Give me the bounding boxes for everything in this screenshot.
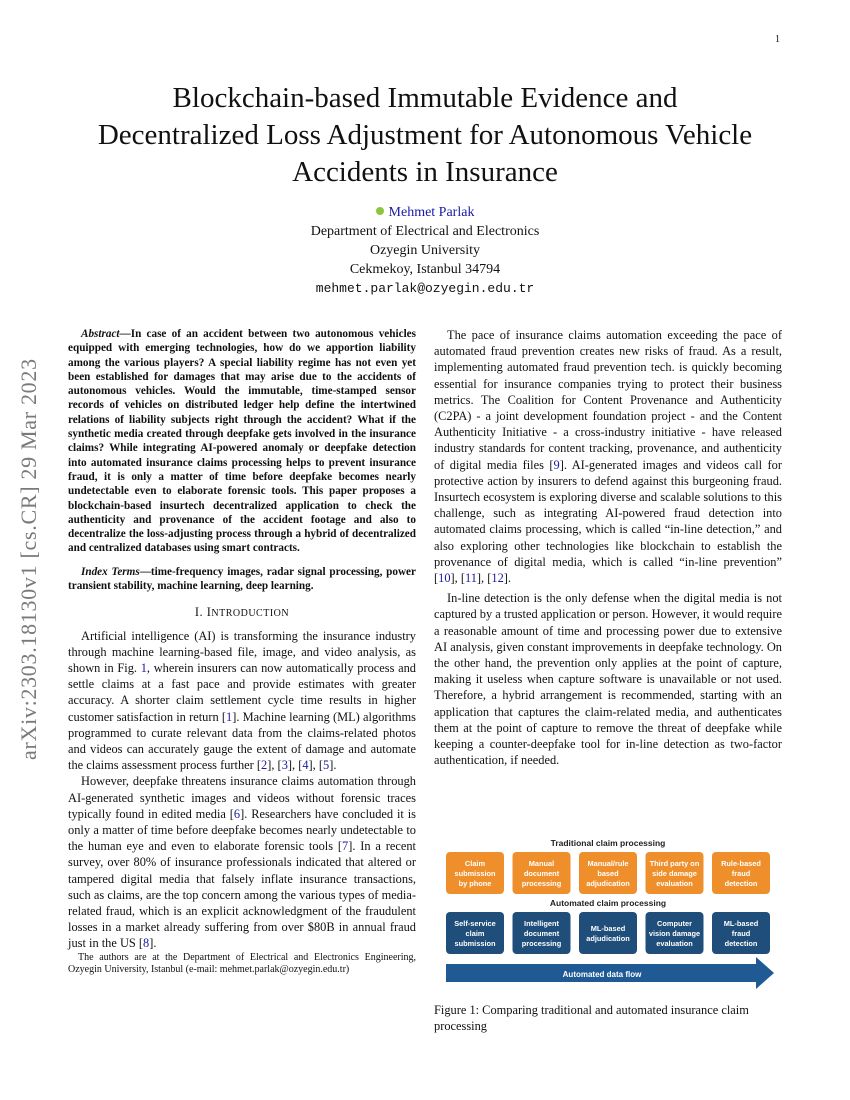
author-email: mehmet.parlak@ozyegin.edu.tr	[315, 281, 535, 296]
citation-link[interactable]: 2	[261, 758, 268, 773]
citation-link[interactable]: 6	[233, 806, 241, 821]
index-terms-text: time-frequency images, radar signal processing, power transient stability, machine learning, deep learning.	[68, 565, 416, 593]
intro-paragraph-3: The pace of insurance claims automation exceeding the pace of automated fraud prevention creates new risks of fraud. As a result, implementing automated fraud prevention tech. is quickly becoming essential for insurance companies trying to protect their business metrics. The Coalition for Content Provenance and Authenticity (C2PA) - a joint development foundation project - and the Content Authenticity Initiative - a cross-industry initiative - have released industry standards for content tracking, provenance, and authenticity of digital media files [9]. AI-generated images and videos call for protective action by insurers to defend against this burgeoning fraud. Insurtech ecosystem is exploring diverse and scalable solutions to this challenge, such as integrating AI-powered fraud detection into automated claims processing, which is called “in-line detection,” and also exploring other technologies like blockchain to establish the provenance of digital media, which is called “in-line prevention” [10], [11], [12].	[434, 328, 783, 586]
intro-paragraph-2: However, deepfake threatens insurance claims automation through AI-generated synthetic images and videos without forensic traces typically found in edited media [6]. Researchers have concluded it is only a matter of time before deepfake becomes nearly undetectable to the human eye and even to elaborate forensic tools [7]. In a recent survey, over 80% of insurance professionals indicated that altered or tampered digital media that falsely inflate insurance transactions, such as claims, are the top concern among the various types of media-related fraud, which is an explicit acknowledgment of the fraudulent losses in a market already suffering from over $80B in annual fraud just in the US [8].	[68, 774, 416, 951]
traditional-step-label: side damage	[652, 869, 697, 878]
automated-row-title: Automated claim processing	[549, 898, 667, 908]
author-footnote: The authors are at the Department of Electrical and Electronics Engineering, Ozyegin University, Istanbul (e-mail: mehmet.parlak@ozyegin.edu.tr)	[68, 951, 416, 976]
figure-reference-link[interactable]: 1	[140, 660, 147, 675]
data-flow-label: Automated data flow	[562, 970, 642, 979]
arxiv-identifier: arXiv:2303.18130v1 [cs.CR] 29 Mar 2023	[16, 358, 41, 760]
traditional-process-row	[446, 852, 770, 894]
figure-caption: Figure 1: Comparing traditional and automated insurance claim processing	[434, 1003, 749, 1033]
intro-paragraph-4: In-line detection is the only defense when the digital media is not captured by a trusted application or person. However, it would require a reasonable amount of time and processing power due to extensive AI analysis, given constant improvements in deepfake technology. On the other hand, the prevention only applies at the point of capture, making it useless when capture software is unavailable or not used. Therefore, a hybrid arrangement is recommended, starting with an application that captures the claim-related media, and authenticates them at the point of capture to remove the threat of deepfake while keeping a counter-deepfake tool for in-line detection as two-factor authentication, if needed.	[434, 591, 782, 768]
author-block	[90, 203, 760, 298]
automated-step-label: Self-service	[454, 919, 496, 928]
traditional-step-label: detection	[724, 879, 758, 888]
traditional-step-label: by phone	[458, 879, 492, 888]
automated-step-label: ML-based	[590, 924, 626, 933]
automated-step-label: claim	[465, 929, 485, 938]
citation-link[interactable]: 4	[302, 758, 309, 773]
left-column	[68, 327, 416, 977]
automated-step-label: processing	[521, 939, 562, 948]
author-name[interactable]: Mehmet Parlak	[388, 205, 475, 220]
traditional-step-label: based	[597, 869, 619, 878]
automated-step-label: Intelligent	[524, 919, 559, 928]
citation-link[interactable]: 3	[281, 758, 288, 773]
orcid-icon[interactable]	[376, 207, 384, 215]
automated-step-label: fraud	[731, 929, 751, 938]
automated-step-label: evaluation	[656, 939, 693, 948]
index-terms: Index Terms—time-frequency images, radar signal processing, power transient stability, machine learning, deep learning.	[68, 565, 416, 593]
automated-process-row	[446, 912, 770, 954]
page-number: 1	[775, 34, 780, 45]
figure-1	[434, 834, 782, 1034]
citation-link[interactable]: 5	[323, 758, 330, 773]
citation-link[interactable]: 11	[464, 571, 477, 586]
author-affiliation-line: Department of Electrical and Electronics	[310, 224, 540, 239]
automated-step-label: ML-based	[723, 919, 759, 928]
automated-step-label: document	[523, 929, 560, 938]
automated-step-label: Computer	[657, 919, 692, 928]
traditional-step-label: adjudication	[586, 879, 630, 888]
citation-link[interactable]: 9	[553, 457, 560, 472]
traditional-step-label: evaluation	[656, 879, 693, 888]
citation-link[interactable]: 1	[226, 709, 233, 724]
citation-link[interactable]: 12	[491, 571, 504, 586]
section-heading-introduction: I. INTRODUCTION	[194, 605, 290, 620]
traditional-step-label: Claim	[464, 859, 486, 868]
traditional-step-label: processing	[521, 879, 562, 888]
paper-title: Blockchain-based Immutable Evidence and Decentralized Loss Adjustment for Autonomous Vehicle Accidents in Insurance	[97, 82, 753, 188]
abstract-text: In case of an accident between two autonomous vehicles equipped with emerging technologies, how do we apportion liability among the various players? A special liability regime has not even yet been established for damages that may arise due to the accidents of autonomous vehicles. Would the immutable, time-stamped sensor records of vehicles on distributed ledger help define the intertwined relations of liability subjects right through the accident? What if the synthetic media created through deepfake gets involved in the insurance claims? While integrating AI-powered anomaly or deepfake detection into automated insurance claims processing helps to prevent insurance fraud, it is only a matter of time before deepfake becomes nearly undetectable even to elaborate forensic tools. This paper proposes a blockchain-based insurtech decentralized application to check the authenticity and provenance of the accident footage and also to decentralize the loss-adjusting process through a hybrid of decentralized and centralized databases using smart contracts.	[68, 328, 416, 555]
author-affiliation-line: Ozyegin University	[369, 243, 481, 258]
traditional-step-label: fraud	[731, 869, 751, 878]
automated-step-label: adjudication	[586, 934, 630, 943]
index-terms-label: Index Terms	[81, 565, 140, 578]
intro-paragraph-1: Artificial intelligence (AI) is transforming the insurance industry through machine learning-based file, image, and video analysis, as shown in Fig. 1, wherein insurers can now automatically process and settle claims at a fast pace and provide estimates with greater accuracy. A shorter claim settlement cycle time results in higher customer satisfaction in return [1]. Machine learning (ML) algorithms programmed to curate relevant data from the claims-related photos and videos can accurately gauge the extent of damage and automate the claims assessment process further [2], [3], [4], [5].	[68, 628, 416, 773]
traditional-step-label: Manual	[528, 859, 555, 868]
abstract: Abstract—In case of an accident between two autonomous vehicles equipped with emerging technologies, how do we apportion liability among the various players? A special liability regime has not even yet been established for damages that may arise due to the accidents of autonomous vehicles. Would the immutable, time-stamped sensor records of vehicles on distributed ledger help define the intertwined relations of liability subjects right through the accident? What if the synthetic media created through deepfake gets involved in the insurance claims? While integrating AI-powered anomaly or deepfake detection into automated insurance claims processing helps to prevent insurance fraud, it is only a matter of time before deepfake becomes nearly undetectable even to elaborate forensic tools. This paper proposes a blockchain-based insurtech decentralized application to check the authenticity and provenance of the accident footage and also to decentralize the loss-adjusting process through a hybrid of decentralized and centralized databases using smart contracts.	[68, 328, 416, 555]
automated-step-label: submission	[454, 939, 496, 948]
author-affiliation-line: Cekmekoy, Istanbul 34794	[349, 262, 501, 277]
traditional-step-label: Rule-based	[721, 859, 761, 868]
claim-processing-diagram	[434, 834, 782, 994]
citation-link[interactable]: 10	[438, 571, 451, 586]
automated-step-label: detection	[724, 939, 758, 948]
citation-link[interactable]: 7	[341, 839, 349, 854]
citation-link[interactable]: 8	[143, 936, 150, 951]
traditional-step-label: document	[523, 869, 560, 878]
traditional-step-label: Third party on	[649, 859, 700, 868]
abstract-label: Abstract	[81, 328, 120, 340]
automated-step-box	[579, 912, 637, 954]
traditional-row-title: Traditional claim processing	[550, 838, 666, 848]
traditional-step-label: submission	[454, 869, 496, 878]
automated-step-label: vision damage	[648, 929, 701, 938]
traditional-step-label: Manual/rule	[587, 859, 629, 868]
right-column	[434, 327, 782, 768]
